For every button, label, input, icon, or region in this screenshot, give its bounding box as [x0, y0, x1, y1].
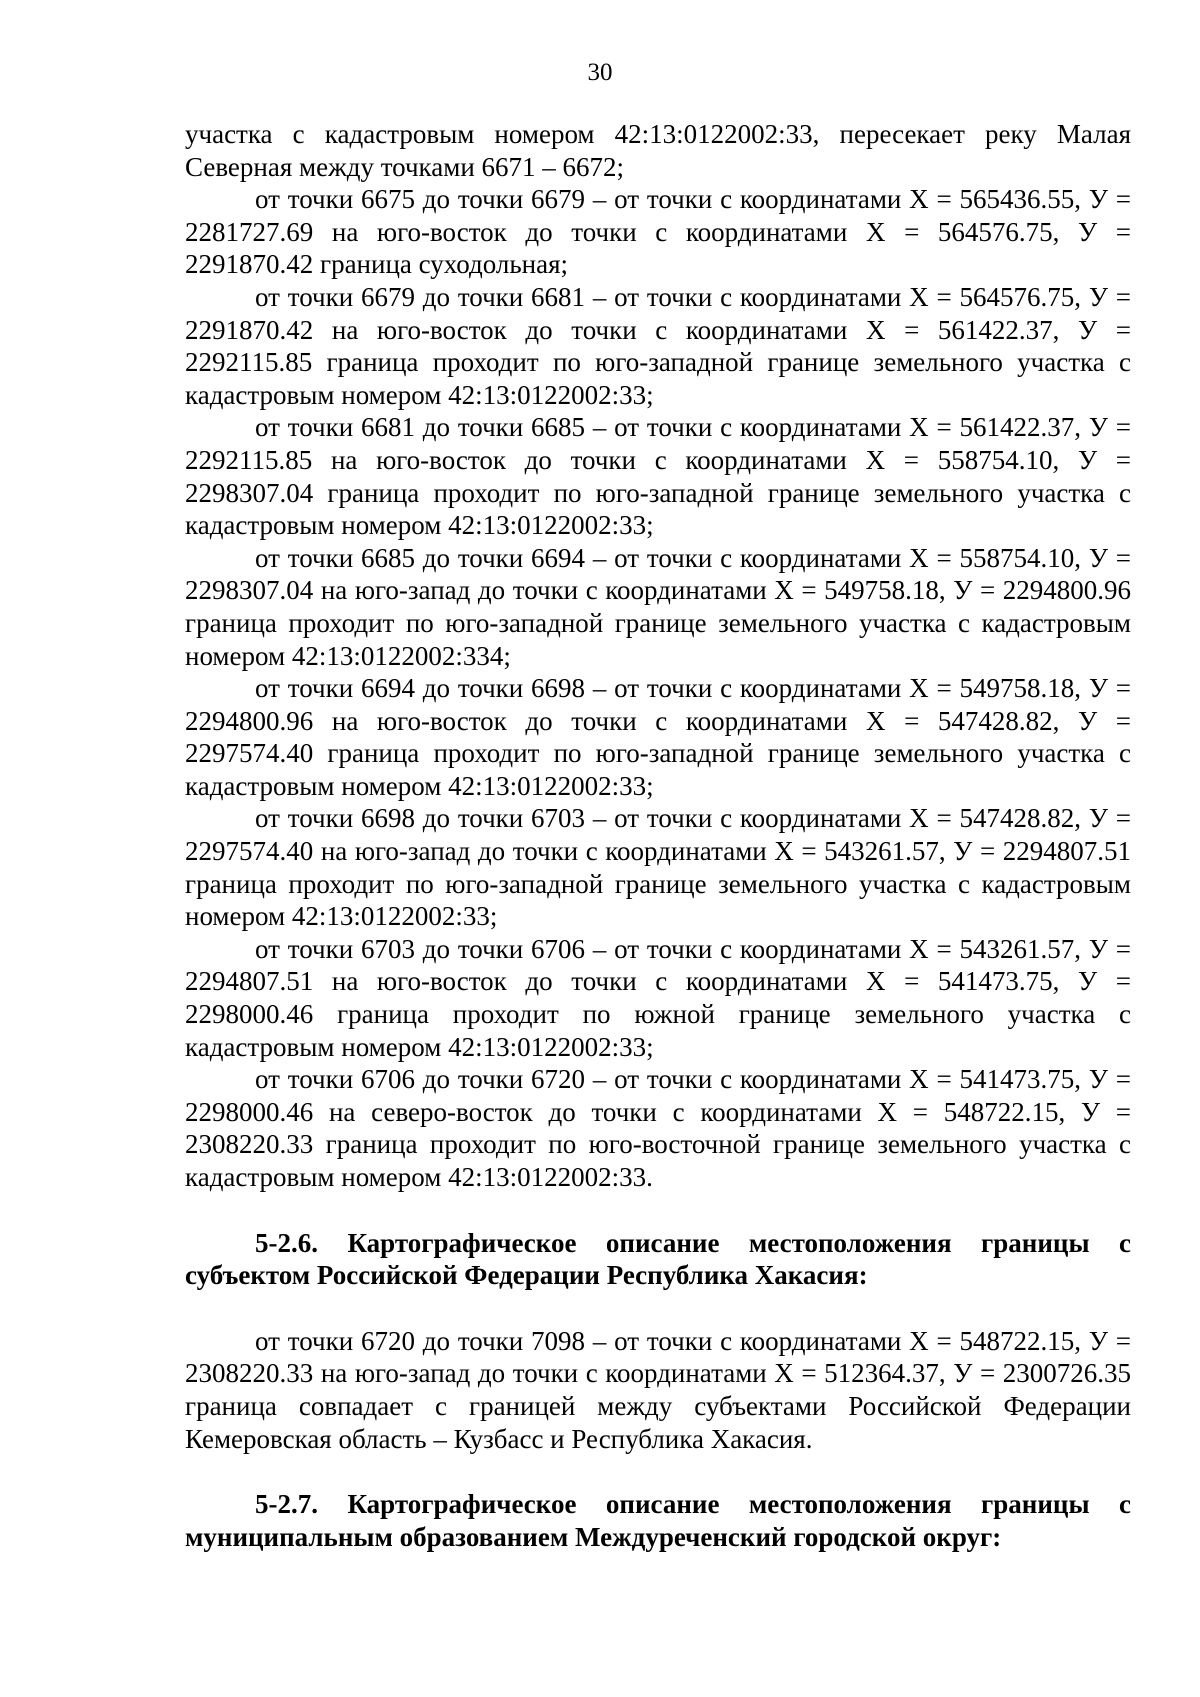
- boundary-segment-6694-6698: от точки 6694 до точки 6698 – от точки с координатами Х = 549758.18, У = 2294800.96 на юго-восток до точки с координатами Х = 547428.82, У = 2297574.40 граница проходит по юго-западной границе земельного участка с кадастровым номером 42:13:0122002:33;: [185, 673, 1131, 801]
- boundary-segment-6698-6703: от точки 6698 до точки 6703 – от точки с координатами Х = 547428.82, У = 2297574.40 на юго-запад до точки с координатами Х = 543261.57, У = 2294807.51 граница проходит по юго-западной границе земельного участка с кадастровым номером 42:13:0122002:33;: [185, 803, 1131, 932]
- boundary-segment-6706-6720: от точки 6706 до точки 6720 – от точки с координатами Х = 541473.75, У = 2298000.46 на северо-восток до точки с координатами Х = 548722.15, У = 2308220.33 граница проходит по юго-восточной границе земельного участка с кадастровым номером 42:13:0122002:33.: [185, 1064, 1131, 1192]
- boundary-segment-6681-6685: от точки 6681 до точки 6685 – от точки с координатами Х = 561422.37, У = 2292115.85 на юго-восток до точки с координатами Х = 558754.10, У = 2298307.04 граница проходит по юго-западной границе земельного участка с кадастровым номером 42:13:0122002:33;: [185, 412, 1131, 541]
- boundary-segment-6675-6679: от точки 6675 до точки 6679 – от точки с координатами Х = 565436.55, У = 2281727.69 на юго-восток до точки с координатами Х = 564576.75, У = 2291870.42 граница суходольная;: [185, 184, 1131, 280]
- section-heading-5-2-7: 5-2.7. Картографическое описание местоположения границы с муниципальным образованием Междуреченский городской округ:: [185, 1489, 1131, 1552]
- boundary-segment-6685-6694: от точки 6685 до точки 6694 – от точки с координатами Х = 558754.10, У = 2298307.04 на юго-запад до точки с координатами Х = 549758.18, У = 2294800.96 граница проходит по юго-западной границе земельного участка с кадастровым номером 42:13:0122002:334;: [185, 542, 1131, 671]
- section-heading-5-2-6: 5-2.6. Картографическое описание местоположения границы с субъектом Российской Федерации Республика Хакасия:: [185, 1227, 1131, 1291]
- boundary-segment-6720-7098: от точки 6720 до точки 7098 – от точки с координатами Х = 548722.15, У = 2308220.33 на юго-запад до точки с координатами Х = 512364.37, У = 2300726.35 граница совпадает с границей между субъектами Российской Федерации Кемеровская область – Кузбасс и Республика Хакасия.: [185, 1325, 1131, 1454]
- page-number: 30: [587, 59, 613, 86]
- document-body: [185, 118, 1131, 1553]
- boundary-segment-6679-6681: от точки 6679 до точки 6681 – от точки с координатами Х = 564576.75, У = 2291870.42 на юго-восток до точки с координатами Х = 561422.37, У = 2292115.85 граница проходит по юго-западной границе земельного участка с кадастровым номером 42:13:0122002:33;: [185, 281, 1131, 410]
- paragraph-continuation: участка с кадастровым номером 42:13:0122002:33, пересекает реку Малая Северная между точками 6671 – 6672;: [185, 119, 1131, 182]
- boundary-segment-6703-6706: от точки 6703 до точки 6706 – от точки с координатами Х = 543261.57, У = 2294807.51 на юго-восток до точки с координатами Х = 541473.75, У = 2298000.46 граница проходит по южной границе земельного участка с кадастровым номером 42:13:0122002:33;: [185, 933, 1131, 1062]
